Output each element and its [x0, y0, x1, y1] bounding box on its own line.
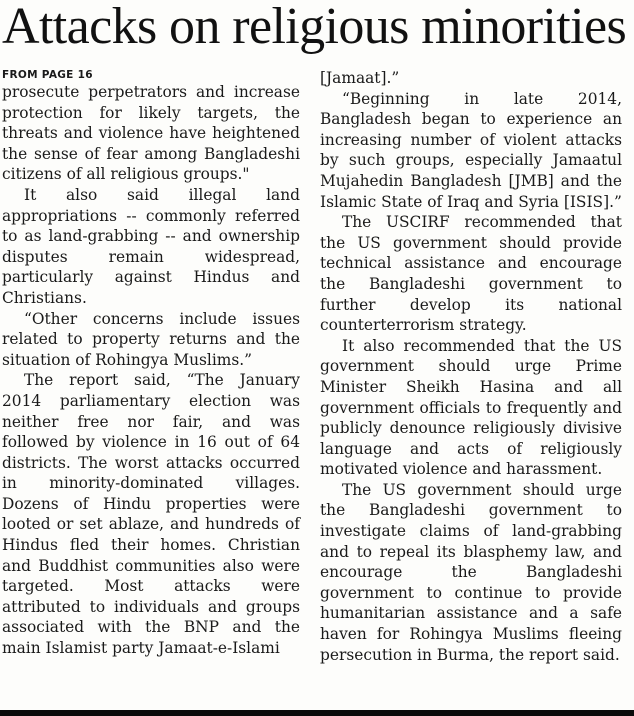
- right-column: [320, 68, 622, 665]
- jump-label: FROM PAGE 16: [2, 69, 93, 81]
- paragraph: It also said illegal land appropriations -- commonly referred to as land-grabbing -- and ownership disputes remain widespread, particularly against Hindus and Christians.: [2, 185, 300, 307]
- paragraph: The USCIRF recommended that the US government should provide technical assistance and encourage the Bangladeshi government to further develop its national counterterrorism strategy.: [320, 213, 622, 335]
- paragraph: prosecute perpetrators and increase protection for likely targets, the threats and violence have heightened the sense of fear among Bangladeshi citizens of all religious groups.": [2, 83, 300, 184]
- article-headline: Attacks on religious minorities: [2, 0, 627, 55]
- paragraph: It also recommended that the US government should urge Prime Minister Sheikh Hasina and all government officials to frequently and publicly denounce religiously divisive language and acts of religiously motivated violence and harassment.: [320, 336, 622, 479]
- paragraph: The report said, “The January 2014 parliamentary election was neither free nor fair, and was followed by violence in 16 out of 64 districts. The worst attacks occurred in minority-dominated villages. Dozens of Hindu properties were looted or set ablaze, and hundreds of Hindus fled their homes. Christian and Buddhist communities also were targeted. Most attacks were attributed to individuals and groups associated with the BNP and the main Islamist party Jamaat-e-Islami: [2, 371, 300, 658]
- left-column: [2, 68, 300, 659]
- paragraph: The US government should urge the Bangladeshi government to investigate claims of land-grabbing and to repeal its blasphemy law, and encourage the Bangladeshi government to continue to provide humanitarian assistance and a safe haven for Rohingya Muslims fleeing persecution in Burma, the report said.: [320, 480, 622, 664]
- paragraph: “Beginning in late 2014, Bangladesh began to experience an increasing number of violent attacks by such groups, especially Jamaatul Mujahedin Bangladesh [JMB] and the Islamic State of Iraq and Syria [ISIS].”: [320, 89, 622, 211]
- paragraph: “Other concerns include issues related to property returns and the situation of Rohingya Muslims.”: [2, 309, 300, 369]
- scan-bottom-edge: [0, 710, 634, 716]
- paragraph: [Jamaat].”: [320, 69, 400, 87]
